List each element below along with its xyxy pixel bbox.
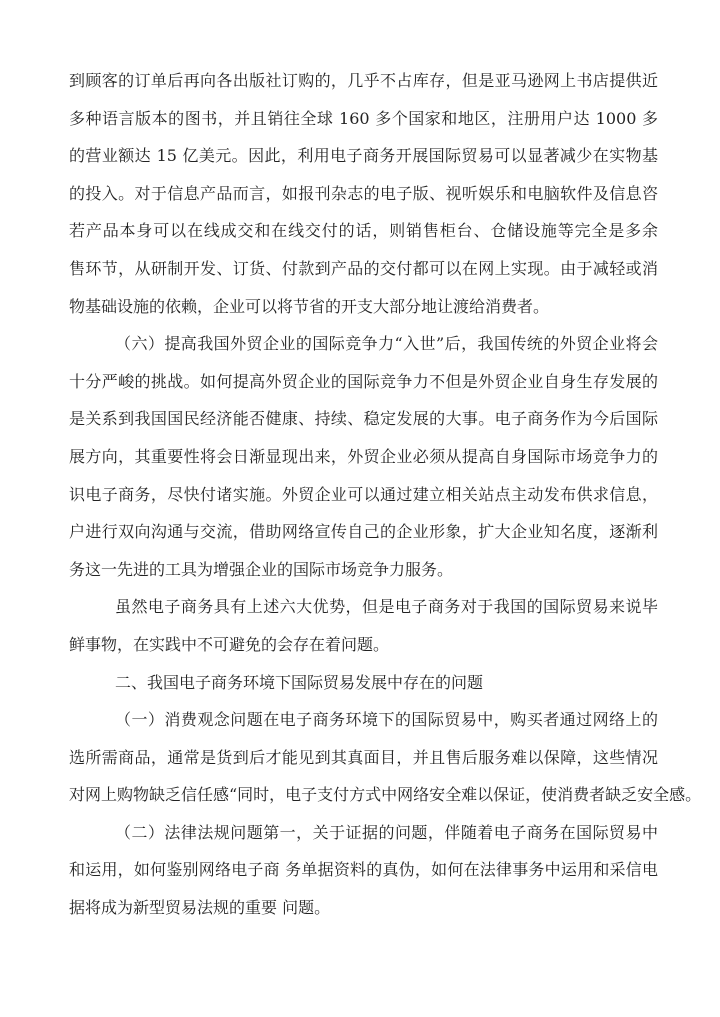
text-line: 多种语言版本的图书，并且销往全球 160 多个国家和地区，注册用户达 1000 多 [69,108,658,128]
paragraph [69,814,658,927]
text-line: 十分严峻的挑战。如何提高外贸企业的国际竞争力不但是外贸企业自身生存发展的 [69,371,658,391]
paragraph [69,588,658,663]
text-line: 的营业额达 15 亿美元。因此，利用电子商务开展国际贸易可以显著减少在实物基 [69,146,658,166]
text-line: 若产品本身可以在线成交和在线交付的话，则销售柜台、仓储设施等完全是多余 [69,221,658,241]
text-line: 和运用，如何鉴别网络电子商 务单据资料的真伪，如何在法律事务中运用和采信电 [69,860,658,880]
paragraph [69,701,702,814]
text-line: 到顾客的订单后再向各出版社订购的，几乎不占库存，但是亚马逊网上书店提供近 [69,71,658,90]
text-line: 展方向，其重要性将会日渐显现出来，外贸企业必须从提高自身国际市场竞争力的 [69,446,658,466]
text-line: 鲜事物，在实践中不可避免的会存在着问题。 [69,634,390,654]
text-line: 二、我国电子商务环境下国际贸易发展中存在的问题 [115,672,484,692]
text-line: 是关系到我国国民经济能否健康、持续、稳定发展的大事。电子商务作为今后国际 [69,409,658,429]
document-body [69,62,702,927]
text-line: （六）提高我国外贸企业的国际竞争力“入世”后，我国传统的外贸企业将会 [115,334,658,354]
text-line: 户进行双向沟通与交流，借助网络宣传自己的企业形象，扩大企业知名度，逐渐利 [69,522,658,542]
text-line: 识电子商务，尽快付诸实施。外贸企业可以通过建立相关站点主动发布供求信息， [69,484,658,504]
text-line: （二）法律法规问题第一，关于证据的问题，伴随着电子商务在国际贸易中 [115,822,658,842]
text-line: 物基础设施的依赖，企业可以将节省的开支大部分地让渡给消费者。 [69,296,550,316]
text-line: 的投入。对于信息产品而言，如报刊杂志的电子版、视听娱乐和电脑软件及信息咨 [69,183,658,203]
text-line: （一）消费观念问题在电子商务环境下的国际贸易中，购买者通过网络上的 [115,710,658,730]
text-line: 据将成为新型贸易法规的重要 问题。 [69,898,331,918]
text-line: 务这一先进的工具为增强企业的国际市场竞争力服务。 [69,559,454,579]
paragraph [69,62,658,325]
text-line: 选所需商品，通常是货到后才能见到其真面目，并且售后服务难以保障，这些情况 [69,747,658,767]
text-line: 对网上购物缺乏信任感“同时，电子支付方式中网络安全难以保证，使消费者缺乏安全感。 [69,785,702,805]
text-line: 虽然电子商务具有上述六大优势，但是电子商务对于我国的国际贸易来说毕 [115,597,658,617]
paragraph [69,325,658,588]
text-line: 售环节，从研制开发、订货、付款到产品的交付都可以在网上实现。由于减轻或消 [69,258,658,278]
paragraph [69,664,658,702]
